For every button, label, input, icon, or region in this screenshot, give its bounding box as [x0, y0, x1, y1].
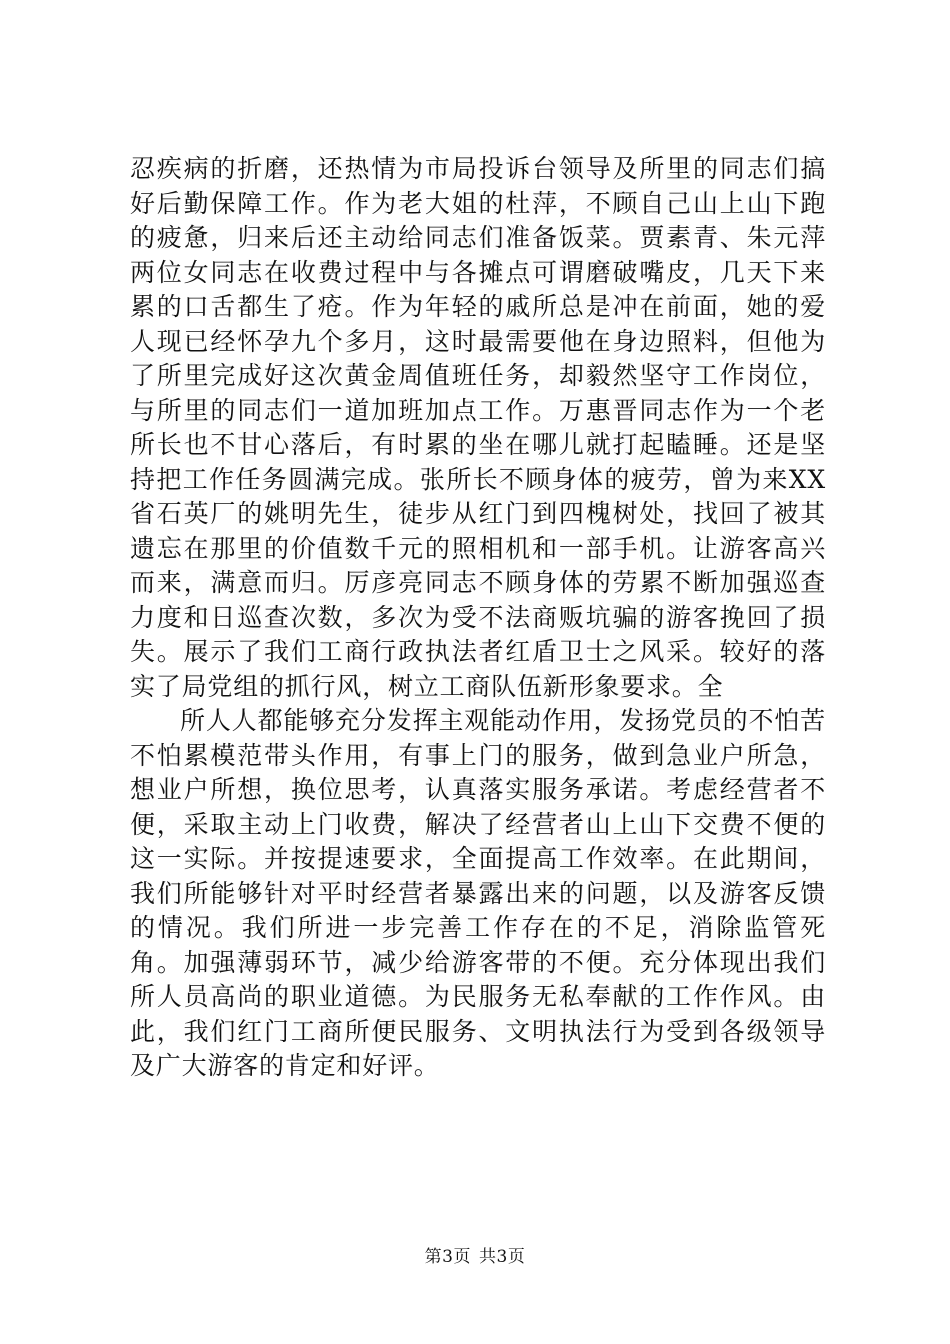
page-footer [0, 1242, 950, 1267]
paragraph-1: 忍疾病的折磨，还热情为市局投诉台领导及所里的同志们搞好后勤保障工作。作为老大姐的杜萍，不顾自己山上山下跑的疲惫，归来后还主动给同志们准备饭菜。贾素青、朱元萍两位女同志在收费过程中与各摊点可谓磨破嘴皮，几天下来累的口舌都生了疮。作为年轻的戚所总是冲在前面，她的爱人现已经怀孕九个多月，这时最需要他在身边照料，但他为了所里完成好这次黄金周值班任务，却毅然坚守工作岗位，与所里的同志们一道加班加点工作。万惠晋同志作为一个老所长也不甘心落后，有时累的坐在哪儿就打起瞌睡。还是坚持把工作任务圆满完成。张所长不顾身体的疲劳，曾为来XX省石英厂的姚明先生，徒步从红门到四槐树处，找回了被其遗忘在那里的价值数千元的照相机和一部手机。让游客高兴而来，满意而归。厉彦亮同志不顾身体的劳累不断加强巡查力度和日巡查次数，多次为受不法商贩坑骗的游客挽回了损失。展示了我们工商行政执法者红盾卫士之风采。较好的落实了局党组的抓行风，树立工商队伍新形象要求。全 [130, 154, 826, 701]
page-total: 共3页 [479, 1247, 526, 1267]
document-body [130, 152, 826, 1084]
paragraph-2: 所人人都能够充分发挥主观能动作用，发扬党员的不怕苦不怕累模范带头作用，有事上门的服务，做到急业户所急，想业户所想，换位思考，认真落实服务承诺。考虑经营者不便，采取主动上门收费，解决了经营者山上山下交费不便的这一实际。并按提速要求，全面提高工作效率。在此期间，我们所能够针对平时经营者暴露出来的问题，以及游客反馈的情况。我们所进一步完善工作存在的不足，消除监管死角。加强薄弱环节，减少给游客带的不便。充分体现出我们所人员高尚的职业道德。为民服务无私奉献的工作作风。由此，我们红门工商所便民服务、文明执法行为受到各级领导及广大游客的肯定和好评。 [130, 706, 826, 1080]
page-number: 第3页 [424, 1247, 471, 1267]
